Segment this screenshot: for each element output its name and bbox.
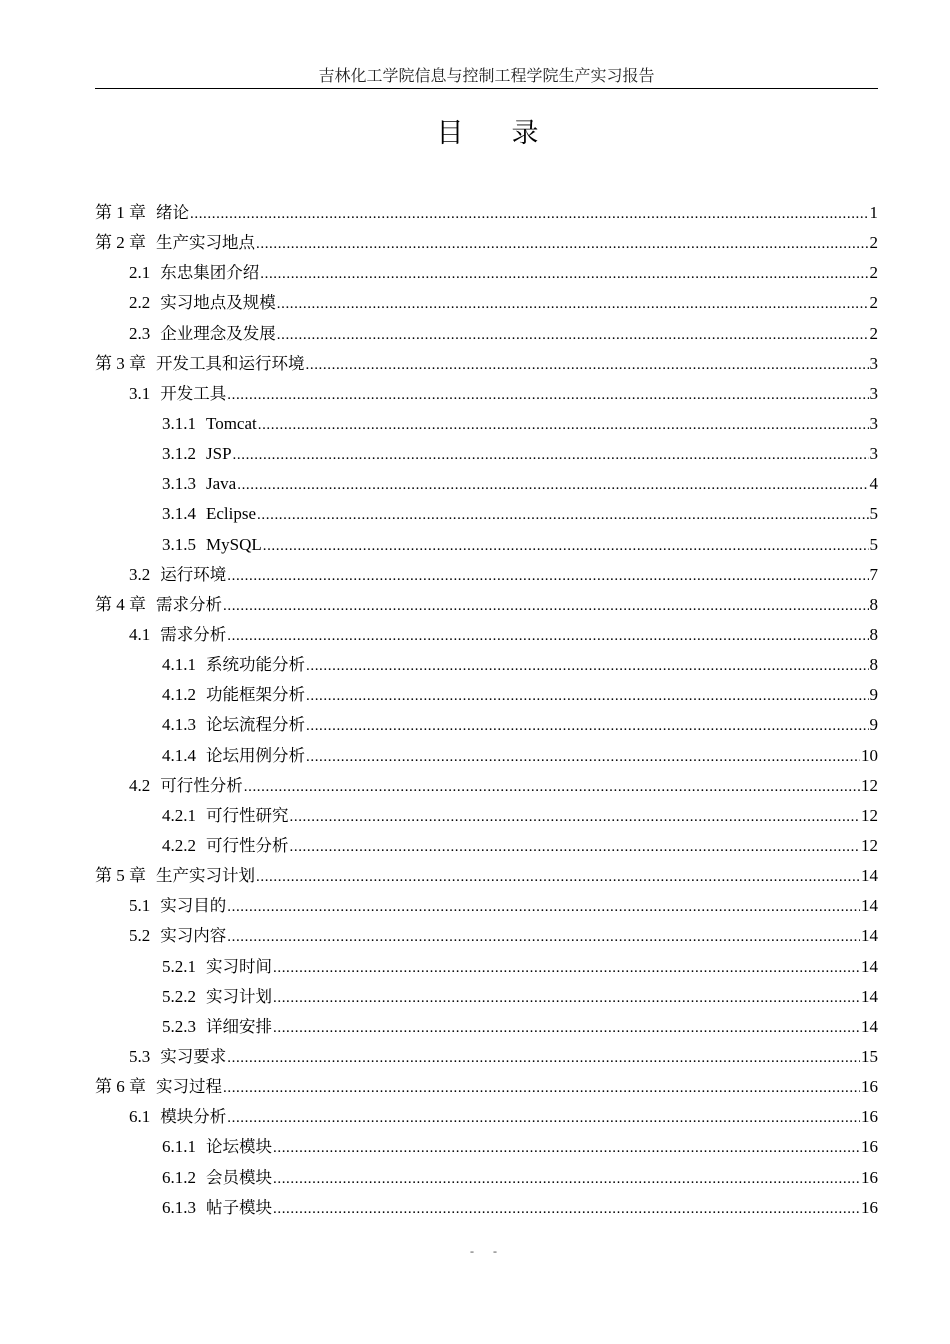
- toc-entry[interactable]: [95, 228, 878, 258]
- toc-entry[interactable]: [95, 1132, 878, 1162]
- toc-entry[interactable]: [95, 439, 878, 469]
- dot-leader: [227, 621, 868, 651]
- dot-leader: [277, 289, 869, 319]
- toc-entry-number: 6.1.3: [162, 1197, 196, 1217]
- dot-leader: [290, 832, 861, 862]
- toc-entry-number: 5.2.2: [162, 986, 196, 1006]
- toc-entry-number: 5.2.3: [162, 1016, 196, 1036]
- dot-leader: [227, 380, 868, 410]
- toc-entry-number: 5.2.1: [162, 956, 196, 976]
- dot-leader: [306, 651, 869, 681]
- dot-leader: [277, 320, 869, 350]
- dot-leader: [223, 591, 869, 621]
- dot-leader: [227, 1043, 860, 1073]
- toc-entry-label: 模块分析: [160, 1107, 227, 1127]
- dot-leader: [273, 1194, 860, 1224]
- dot-leader: [227, 892, 860, 922]
- dot-leader: [227, 561, 868, 591]
- toc-entry[interactable]: [95, 1012, 878, 1042]
- dot-leader: [256, 862, 860, 892]
- toc-entry-number: 6.1.2: [162, 1167, 196, 1187]
- toc-entry-page: 2: [869, 323, 878, 343]
- toc-entry-page: 3: [869, 353, 878, 373]
- dot-leader: [306, 681, 869, 711]
- toc-entry-number: 第 4 章: [95, 594, 146, 614]
- toc-entry[interactable]: [95, 1072, 878, 1102]
- dot-leader: [306, 711, 869, 741]
- toc-entry-page: 3: [869, 444, 878, 464]
- toc-entry[interactable]: [95, 469, 878, 499]
- toc-entry-page: 2: [869, 263, 878, 283]
- toc-entry[interactable]: [95, 198, 878, 228]
- toc-entry-page: 14: [861, 1016, 878, 1036]
- toc-entry-label: 系统功能分析: [206, 655, 305, 675]
- toc-entry-number: 4.2.2: [162, 835, 196, 855]
- toc-entry[interactable]: [95, 1042, 878, 1072]
- toc-entry[interactable]: [95, 319, 878, 349]
- toc-entry-label: 生产实习地点: [156, 233, 255, 253]
- toc-entry-page: 14: [861, 956, 878, 976]
- toc-entry-label: 实习内容: [160, 926, 227, 946]
- toc-entry-label: 功能框架分析: [206, 685, 305, 705]
- toc-entry-label: 运行环境: [160, 564, 227, 584]
- toc-title: [0, 114, 950, 154]
- toc-entry-label: 论坛流程分析: [206, 715, 305, 735]
- toc-entry-page: 2: [869, 293, 878, 313]
- toc-entry-label: 绪论: [156, 203, 189, 222]
- toc-title-char-2: 录: [511, 118, 539, 149]
- toc-entry-label: Tomcat: [206, 413, 257, 433]
- toc-entry-label: 可行性研究: [206, 805, 289, 825]
- toc-entry-page: 5: [869, 504, 878, 524]
- toc-entry-number: 3.2: [129, 564, 151, 584]
- toc-entry-number: 5.2: [129, 926, 151, 946]
- toc-entry-number: 2.1: [129, 263, 151, 283]
- toc-entry[interactable]: [95, 771, 878, 801]
- dot-leader: [290, 802, 861, 832]
- toc-entry-label: 实习计划: [206, 986, 272, 1006]
- page-footer: - -: [470, 1244, 505, 1258]
- toc-entry-label: 论坛模块: [206, 1137, 272, 1157]
- toc-entry-label: 帖子模块: [206, 1197, 272, 1217]
- toc-entry-number: 2.3: [129, 323, 151, 343]
- toc-entry-number: 第 2 章: [95, 233, 146, 253]
- toc-entry-label: 可行性分析: [206, 835, 289, 855]
- toc-entry-page: 16: [861, 1077, 878, 1097]
- toc-entry-number: 4.1.4: [162, 745, 196, 765]
- toc-entry-page: 3: [869, 413, 878, 433]
- toc-entry-number: 第 6 章: [95, 1077, 146, 1097]
- toc-entry[interactable]: [95, 590, 878, 620]
- toc-entry[interactable]: [95, 921, 878, 951]
- toc-entry-label: MySQL: [206, 534, 262, 554]
- page-header: 吉林化工学院信息与控制工程学院生产实习报告: [318, 68, 655, 85]
- dot-leader: [273, 1164, 860, 1194]
- dot-leader: [237, 470, 868, 500]
- dot-leader: [260, 259, 868, 289]
- toc-entry[interactable]: [95, 861, 878, 891]
- toc-entry[interactable]: [95, 801, 878, 831]
- toc-entry-page: 4: [869, 474, 878, 494]
- toc-entry-number: 3.1.3: [162, 474, 196, 494]
- toc-entry[interactable]: [95, 1193, 878, 1223]
- toc-entry-page: 2: [869, 233, 878, 253]
- toc-entry-page: 16: [861, 1137, 878, 1157]
- toc-entry-label: 开发工具和运行环境: [156, 353, 305, 373]
- toc-entry-number: 第 5 章: [95, 866, 146, 886]
- toc-entry-page: 1: [869, 203, 878, 222]
- toc-entry-label: 论坛用例分析: [206, 745, 305, 765]
- toc-entry-number: 5.1: [129, 896, 151, 916]
- toc-entry-number: 3.1.1: [162, 413, 196, 433]
- toc-entry[interactable]: [95, 620, 878, 650]
- toc-entry[interactable]: [95, 650, 878, 680]
- header-rule: [95, 88, 878, 89]
- toc-entry-label: 可行性分析: [160, 775, 243, 795]
- toc-entry-label: 实习时间: [206, 956, 272, 976]
- toc-entry-page: 8: [869, 594, 878, 614]
- dot-leader: [233, 440, 869, 470]
- toc-entry-label: 会员模块: [206, 1167, 272, 1187]
- toc-entry-number: 4.2: [129, 775, 151, 795]
- dot-leader: [190, 199, 869, 229]
- toc-entry[interactable]: [95, 680, 878, 710]
- toc-entry-page: 8: [869, 624, 878, 644]
- toc-entry-label: 实习目的: [160, 896, 227, 916]
- toc-entry-number: 4.1.1: [162, 655, 196, 675]
- dot-leader: [273, 1013, 860, 1043]
- toc-entry-page: 14: [861, 926, 878, 946]
- toc-entry-label: 生产实习计划: [156, 866, 255, 886]
- toc-entry-page: 16: [861, 1197, 878, 1217]
- dot-leader: [306, 350, 869, 380]
- toc-entry-number: 4.1: [129, 624, 151, 644]
- toc-entry-number: 3.1.2: [162, 444, 196, 464]
- toc-entry-number: 3.1: [129, 383, 151, 403]
- toc-entry-number: 4.1.2: [162, 685, 196, 705]
- toc-entry-label: 东忠集团介绍: [160, 263, 260, 283]
- toc-entry-page: 14: [861, 866, 878, 886]
- dot-leader: [258, 410, 869, 440]
- toc-entry-number: 4.2.1: [162, 805, 196, 825]
- toc-entry-label: 企业理念及发展: [160, 323, 276, 343]
- toc-entry[interactable]: [95, 1163, 878, 1193]
- toc-entry[interactable]: [95, 349, 878, 379]
- toc-entry-page: 8: [869, 655, 878, 675]
- toc-entry[interactable]: [95, 560, 878, 590]
- toc-entry-label: 实习地点及规模: [160, 293, 276, 313]
- toc-entry-label: Eclipse: [206, 504, 257, 524]
- dot-leader: [257, 500, 868, 530]
- toc-entry[interactable]: [95, 288, 878, 318]
- toc-entry[interactable]: [95, 499, 878, 529]
- toc-entry-number: 3.1.4: [162, 504, 196, 524]
- toc-entry-page: 12: [861, 835, 878, 855]
- toc-entry-page: 5: [869, 534, 878, 554]
- toc-entry[interactable]: [95, 379, 878, 409]
- toc-entry-number: 6.1.1: [162, 1137, 196, 1157]
- toc-entry-page: 10: [861, 745, 878, 765]
- toc-entry-page: 9: [869, 715, 878, 735]
- toc-entry[interactable]: [95, 952, 878, 982]
- toc-entry[interactable]: [95, 530, 878, 560]
- toc-entry-page: 14: [861, 896, 878, 916]
- toc-list: [95, 198, 878, 1223]
- dot-leader: [227, 1103, 860, 1133]
- toc-entry-label: 需求分析: [156, 594, 222, 614]
- toc-entry-number: 第 3 章: [95, 353, 146, 373]
- toc-entry-label: 开发工具: [160, 383, 227, 403]
- toc-entry-label: 实习要求: [160, 1046, 227, 1066]
- dot-leader: [273, 1133, 860, 1163]
- toc-entry-label: 需求分析: [160, 624, 227, 644]
- toc-entry[interactable]: [95, 831, 878, 861]
- toc-entry[interactable]: [95, 258, 878, 288]
- toc-entry[interactable]: [95, 982, 878, 1012]
- dot-leader: [256, 229, 869, 259]
- toc-entry-page: 12: [861, 775, 878, 795]
- toc-entry[interactable]: [95, 741, 878, 771]
- toc-entry-page: 3: [869, 383, 878, 403]
- toc-entry-number: 2.2: [129, 293, 151, 313]
- toc-entry[interactable]: [95, 710, 878, 740]
- toc-entry-number: 3.1.5: [162, 534, 196, 554]
- toc-entry-page: 7: [869, 564, 878, 584]
- toc-entry-page: 15: [861, 1046, 878, 1066]
- dot-leader: [273, 953, 860, 983]
- toc-entry-page: 12: [861, 805, 878, 825]
- toc-entry-page: 16: [861, 1167, 878, 1187]
- dot-leader: [244, 772, 860, 802]
- dot-leader: [227, 922, 860, 952]
- toc-title-char-1: 目: [436, 118, 464, 149]
- dot-leader: [273, 983, 860, 1013]
- toc-entry[interactable]: [95, 891, 878, 921]
- toc-entry-label: Java: [206, 474, 237, 494]
- toc-entry-page: 14: [861, 986, 878, 1006]
- toc-entry[interactable]: [95, 409, 878, 439]
- toc-entry-page: 16: [861, 1107, 878, 1127]
- toc-entry-number: 4.1.3: [162, 715, 196, 735]
- toc-entry-number: 6.1: [129, 1107, 151, 1127]
- toc-entry-label: JSP: [206, 444, 232, 464]
- toc-entry-number: 5.3: [129, 1046, 151, 1066]
- dot-leader: [263, 531, 869, 561]
- toc-entry-label: 详细安排: [206, 1016, 272, 1036]
- dot-leader: [306, 742, 860, 772]
- dot-leader: [223, 1073, 860, 1103]
- toc-entry-label: 实习过程: [156, 1077, 222, 1097]
- toc-entry-number: 第 1 章: [95, 203, 146, 222]
- toc-entry[interactable]: [95, 1102, 878, 1132]
- toc-entry-page: 9: [869, 685, 878, 705]
